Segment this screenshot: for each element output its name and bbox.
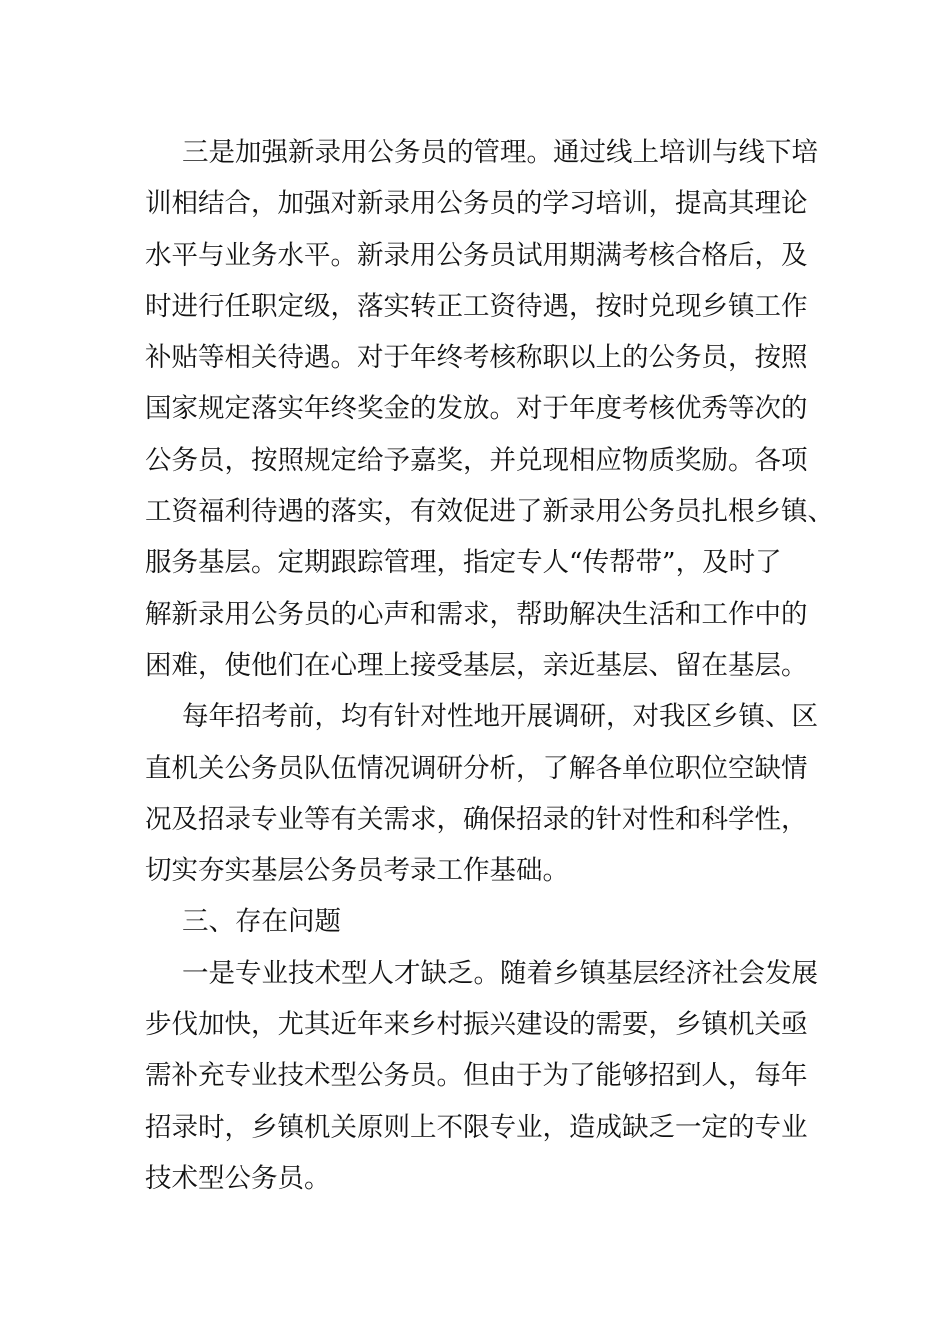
text-line: 招录时，乡镇机关原则上不限专业，造成缺乏一定的专业 [145,1111,808,1143]
section-heading: 三、存在问题 [182,906,341,938]
text-line: 公务员，按照规定给予嘉奖，并兑现相应物质奖励。各项 [145,444,808,476]
text-line: 时进行任职定级，落实转正工资待遇，按时兑现乡镇工作 [145,290,808,322]
text-line: 训相结合，加强对新录用公务员的学习培训，提高其理论 [145,188,808,220]
text-line: 步伐加快，尤其近年来乡村振兴建设的需要，乡镇机关亟 [145,1009,808,1041]
text-line: 每年招考前，均有针对性地开展调研，对我区乡镇、区 [182,701,818,733]
text-line: 三是加强新录用公务员的管理。通过线上培训与线下培 [182,137,818,168]
text-line: 工资福利待遇的落实，有效促进了新录用公务员扎根乡镇、 [145,496,834,528]
text-line: 直机关公务员队伍情况调研分析，了解各单位职位空缺情 [145,752,808,784]
text-line: 国家规定落实年终奖金的发放。对于年度考核优秀等次的 [145,393,808,425]
text-line: 一是专业技术型人才缺乏。随着乡镇基层经济社会发展 [182,957,818,989]
text-line: 水平与业务水平。新录用公务员试用期满考核合格后，及 [145,239,808,271]
text-line: 补贴等相关待遇。对于年终考核称职以上的公务员，按照 [145,342,808,374]
text-line: 技术型公务员。 [145,1162,331,1194]
text-line: 切实夯实基层公务员考录工作基础。 [145,855,569,887]
text-line: 解新录用公务员的心声和需求，帮助解决生活和工作中的 [145,598,808,630]
text-line: 困难，使他们在心理上接受基层，亲近基层、留在基层。 [145,649,808,681]
text-line: 服务基层。定期跟踪管理，指定专人“传帮带”，及时了 [145,547,782,579]
document-body [145,127,834,1204]
text-line: 况及招录专业等有关需求，确保招录的针对性和科学性， [145,803,808,835]
text-line: 需补充专业技术型公务员。但由于为了能够招到人，每年 [145,1060,808,1092]
